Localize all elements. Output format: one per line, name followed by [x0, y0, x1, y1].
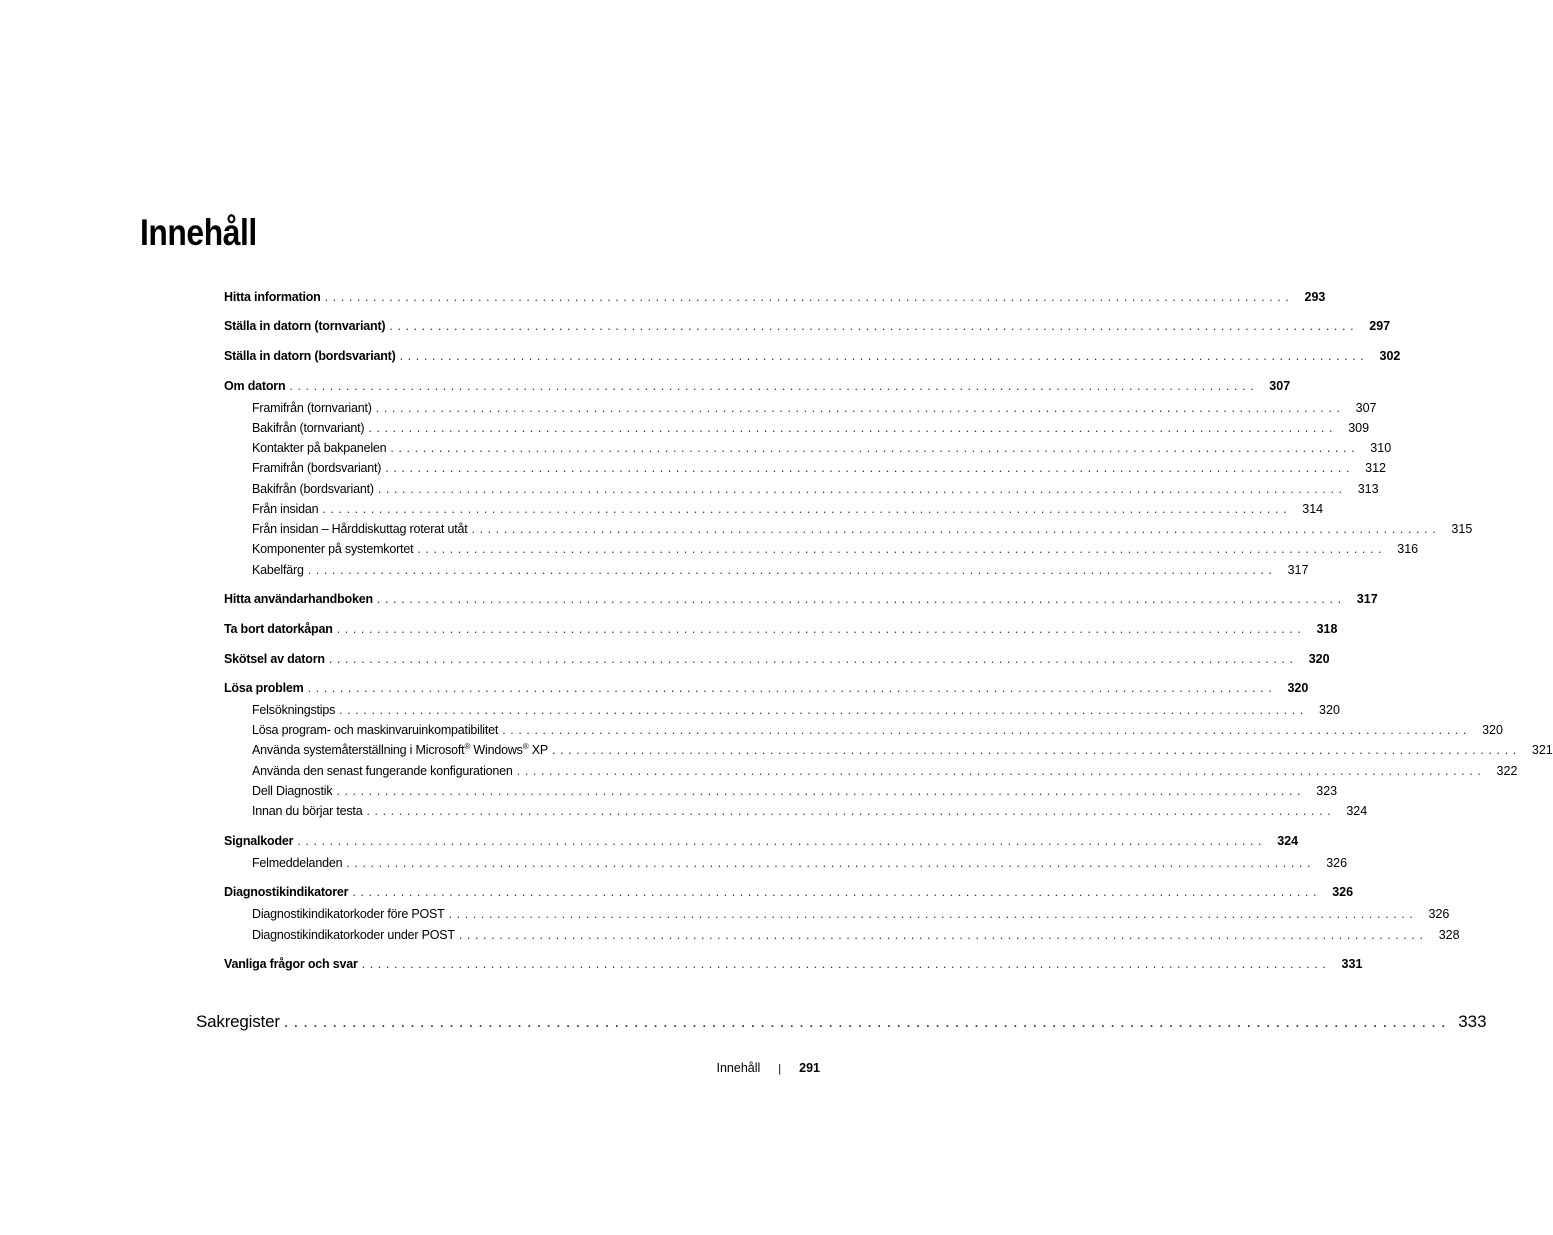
toc-entry-label: Bakifrån (bordsvariant)	[252, 482, 374, 496]
dot-leader: ........................................................................................................................	[399, 349, 1369, 363]
toc-subentry-framifran-bord[interactable]	[252, 459, 1387, 477]
toc-entry-label: Felsökningstips	[252, 703, 336, 717]
toc-entry-page: 312	[1365, 461, 1387, 475]
registered-mark: ®	[464, 742, 471, 751]
toc-entry-page: 326	[1332, 885, 1354, 899]
toc-entry-label: Hitta information	[224, 290, 321, 304]
toc-entry-page: 333	[1458, 1012, 1487, 1031]
toc-subentry-bakifran-bord[interactable]	[252, 480, 1379, 498]
toc-entry-anvandarhandboken[interactable]	[224, 590, 1378, 608]
toc-subentry-bakifran-torn[interactable]	[252, 419, 1370, 437]
toc-entry-stalla-in-bord[interactable]	[224, 347, 1401, 365]
toc-entry-label: Från insidan	[252, 502, 319, 516]
toc-subentry-framifran-torn[interactable]	[252, 399, 1377, 417]
toc-entry-page: 318	[1316, 622, 1338, 636]
toc-entry-label: Kontakter på bakpanelen	[252, 441, 387, 455]
toc-subentry-dell-diagnostik[interactable]	[252, 782, 1338, 800]
toc-entry-page: 326	[1428, 907, 1450, 921]
dot-leader: ........................................................................................................................	[389, 319, 1359, 333]
toc-entry-page: 320	[1482, 723, 1503, 737]
toc-entry-label: Använda den senast fungerande konfigurationen	[252, 764, 513, 778]
toc-subentry-kontakter[interactable]	[252, 439, 1392, 457]
toc-entry-losa-problem[interactable]	[224, 679, 1309, 697]
dot-leader: ........................................................................................................................	[448, 907, 1418, 921]
toc-entry-page: 314	[1302, 502, 1324, 516]
toc-entry-label: Dell Diagnostik	[252, 784, 333, 798]
toc-entry-page: 297	[1369, 319, 1391, 333]
dot-leader: ........................................................................................................................	[307, 681, 1277, 695]
dot-leader: ........................................................................................................................	[385, 461, 1355, 475]
dot-leader: ........................................................................................................................	[352, 885, 1322, 899]
toc-entry-label: Bakifrån (tornvariant)	[252, 421, 365, 435]
toc-entry-sakregister[interactable]	[196, 1010, 1487, 1034]
dot-leader: ........................................................................................................................	[322, 502, 1292, 516]
toc-entry-vanliga-fragor[interactable]	[224, 955, 1363, 973]
toc-subentry-kod-under-post[interactable]	[252, 926, 1460, 944]
registered-mark: ®	[522, 742, 529, 751]
footer-page-number: 291	[799, 1061, 820, 1075]
toc-entry-page: 307	[1355, 401, 1377, 415]
dot-leader: ........................................................................................................................	[376, 592, 1346, 606]
toc-entry-label: Sakregister	[196, 1012, 280, 1031]
toc-entry-page: 320	[1319, 703, 1340, 717]
toc-subentry-systematerstallning[interactable]	[252, 741, 1553, 759]
toc-entry-om-datorn[interactable]	[224, 377, 1291, 395]
toc-entry-signalkoder[interactable]	[224, 832, 1299, 850]
toc-entry-label	[252, 741, 548, 759]
toc-entry-page: 307	[1269, 379, 1291, 393]
toc-entry-stalla-in-torn[interactable]	[224, 317, 1391, 335]
toc-entry-page: 324	[1346, 804, 1368, 818]
toc-entry-label: Diagnostikindikatorer	[224, 885, 349, 899]
toc-entry-label: Vanliga frågor och svar	[224, 957, 358, 971]
toc-entry-hitta-information[interactable]	[224, 288, 1326, 306]
toc-subentry-kod-fore-post[interactable]	[252, 905, 1450, 923]
dot-leader: ........................................................................................................................	[307, 563, 1277, 577]
toc-entry-page: 326	[1326, 856, 1348, 870]
toc-entry-page: 313	[1357, 482, 1379, 496]
dot-leader: ........................................................................................................................	[336, 622, 1306, 636]
toc-entry-page: 302	[1379, 349, 1401, 363]
toc-entry-label: Felmeddelanden	[252, 856, 343, 870]
toc-subentry-inkompatibilitet[interactable]	[252, 721, 1503, 739]
toc-entry-label: Lösa program- och maskinvaruinkompatibilitet	[252, 723, 499, 737]
toc-entry-label: Komponenter på systemkortet	[252, 542, 414, 556]
toc-entry-label: Om datorn	[224, 379, 286, 393]
toc-entry-page: 317	[1287, 563, 1309, 577]
toc-entry-page: 328	[1438, 928, 1460, 942]
toc-subentry-senast-fungerande[interactable]	[252, 762, 1518, 780]
dot-leader: ........................................................................................................................	[283, 1012, 1451, 1031]
toc-subentry-fran-insidan-hdd[interactable]	[252, 520, 1473, 538]
dot-leader: ........................................................................................................................	[366, 804, 1336, 818]
label-part: Windows	[470, 743, 523, 757]
page-title: Innehåll	[140, 212, 257, 253]
label-part: Använda systemåterställning i Microsoft	[252, 743, 465, 757]
dot-leader: ........................................................................................................................	[361, 957, 1331, 971]
toc-subentry-kabelfarg[interactable]	[252, 561, 1309, 579]
toc-entry-label: Skötsel av datorn	[224, 652, 325, 666]
toc-entry-page: 321	[1531, 743, 1553, 757]
label-part: XP	[528, 743, 548, 757]
dot-leader: ........................................................................................................................	[516, 764, 1486, 778]
toc-entry-page: 310	[1370, 441, 1392, 455]
footer-section-title: Innehåll	[716, 1061, 761, 1075]
page-footer	[600, 1061, 820, 1079]
dot-leader: ........................................................................................................................	[336, 784, 1306, 798]
dot-leader: ........................................................................................................................	[368, 421, 1338, 435]
toc-entry-label: Lösa problem	[224, 681, 304, 695]
dot-leader: ........................................................................................................................	[377, 482, 1347, 496]
toc-entry-page: 320	[1308, 652, 1330, 666]
dot-leader: ........................................................................................................................	[289, 379, 1259, 393]
toc-subentry-felmeddelanden[interactable]	[252, 854, 1348, 872]
toc-entry-label: Ställa in datorn (bordsvariant)	[224, 349, 396, 363]
dot-leader: ........................................................................................................................	[346, 856, 1316, 870]
toc-subentry-innan-du-borjar[interactable]	[252, 802, 1368, 820]
toc-entry-ta-bort-datorkapan[interactable]	[224, 620, 1338, 638]
toc-entry-page: 322	[1496, 764, 1518, 778]
toc-entry-page: 317	[1356, 592, 1378, 606]
toc-entry-page: 323	[1316, 784, 1338, 798]
toc-entry-label: Ta bort datorkåpan	[224, 622, 333, 636]
toc-entry-page: 320	[1287, 681, 1309, 695]
dot-leader: ........................................................................................................................	[552, 743, 1521, 757]
dot-leader: ........................................................................................................................	[417, 542, 1387, 556]
toc-entry-page: 316	[1397, 542, 1419, 556]
toc-entry-page: 293	[1304, 290, 1326, 304]
toc-entry-label: Kabelfärg	[252, 563, 304, 577]
toc-entry-label: Från insidan – Hårddiskuttag roterat utåt	[252, 522, 468, 536]
dot-leader: ........................................................................................................................	[502, 723, 1471, 737]
toc-entry-label: Framifrån (bordsvariant)	[252, 461, 382, 475]
dot-leader: ........................................................................................................................	[328, 652, 1298, 666]
toc-entry-diagnostikindikatorer[interactable]	[224, 883, 1354, 901]
toc-entry-label: Innan du börjar testa	[252, 804, 363, 818]
dot-leader: ........................................................................................................................	[324, 290, 1294, 304]
toc-entry-page: 331	[1341, 957, 1363, 971]
toc-entry-skotsel[interactable]	[224, 650, 1330, 668]
dot-leader: ........................................................................................................................	[375, 401, 1345, 415]
toc-subentry-komponenter[interactable]	[252, 540, 1419, 558]
toc-entry-label: Ställa in datorn (tornvariant)	[224, 319, 386, 333]
dot-leader: ........................................................................................................................	[297, 834, 1267, 848]
dot-leader: ........................................................................................................................	[339, 703, 1308, 717]
dot-leader: ........................................................................................................................	[390, 441, 1360, 455]
toc-entry-page: 309	[1348, 421, 1370, 435]
toc-entry-label: Diagnostikindikatorkoder före POST	[252, 907, 445, 921]
toc-subentry-felsokningstips[interactable]	[252, 701, 1340, 719]
dot-leader: ........................................................................................................................	[458, 928, 1428, 942]
dot-leader: ........................................................................................................................	[471, 522, 1441, 536]
toc-entry-label: Hitta användarhandboken	[224, 592, 373, 606]
footer-separator: |	[778, 1063, 782, 1075]
toc-entry-page: 315	[1451, 522, 1473, 536]
toc-subentry-fran-insidan[interactable]	[252, 500, 1324, 518]
toc-entry-label: Signalkoder	[224, 834, 294, 848]
toc-entry-label: Diagnostikindikatorkoder under POST	[252, 928, 455, 942]
toc-entry-page: 324	[1277, 834, 1299, 848]
toc-entry-label: Framifrån (tornvariant)	[252, 401, 372, 415]
